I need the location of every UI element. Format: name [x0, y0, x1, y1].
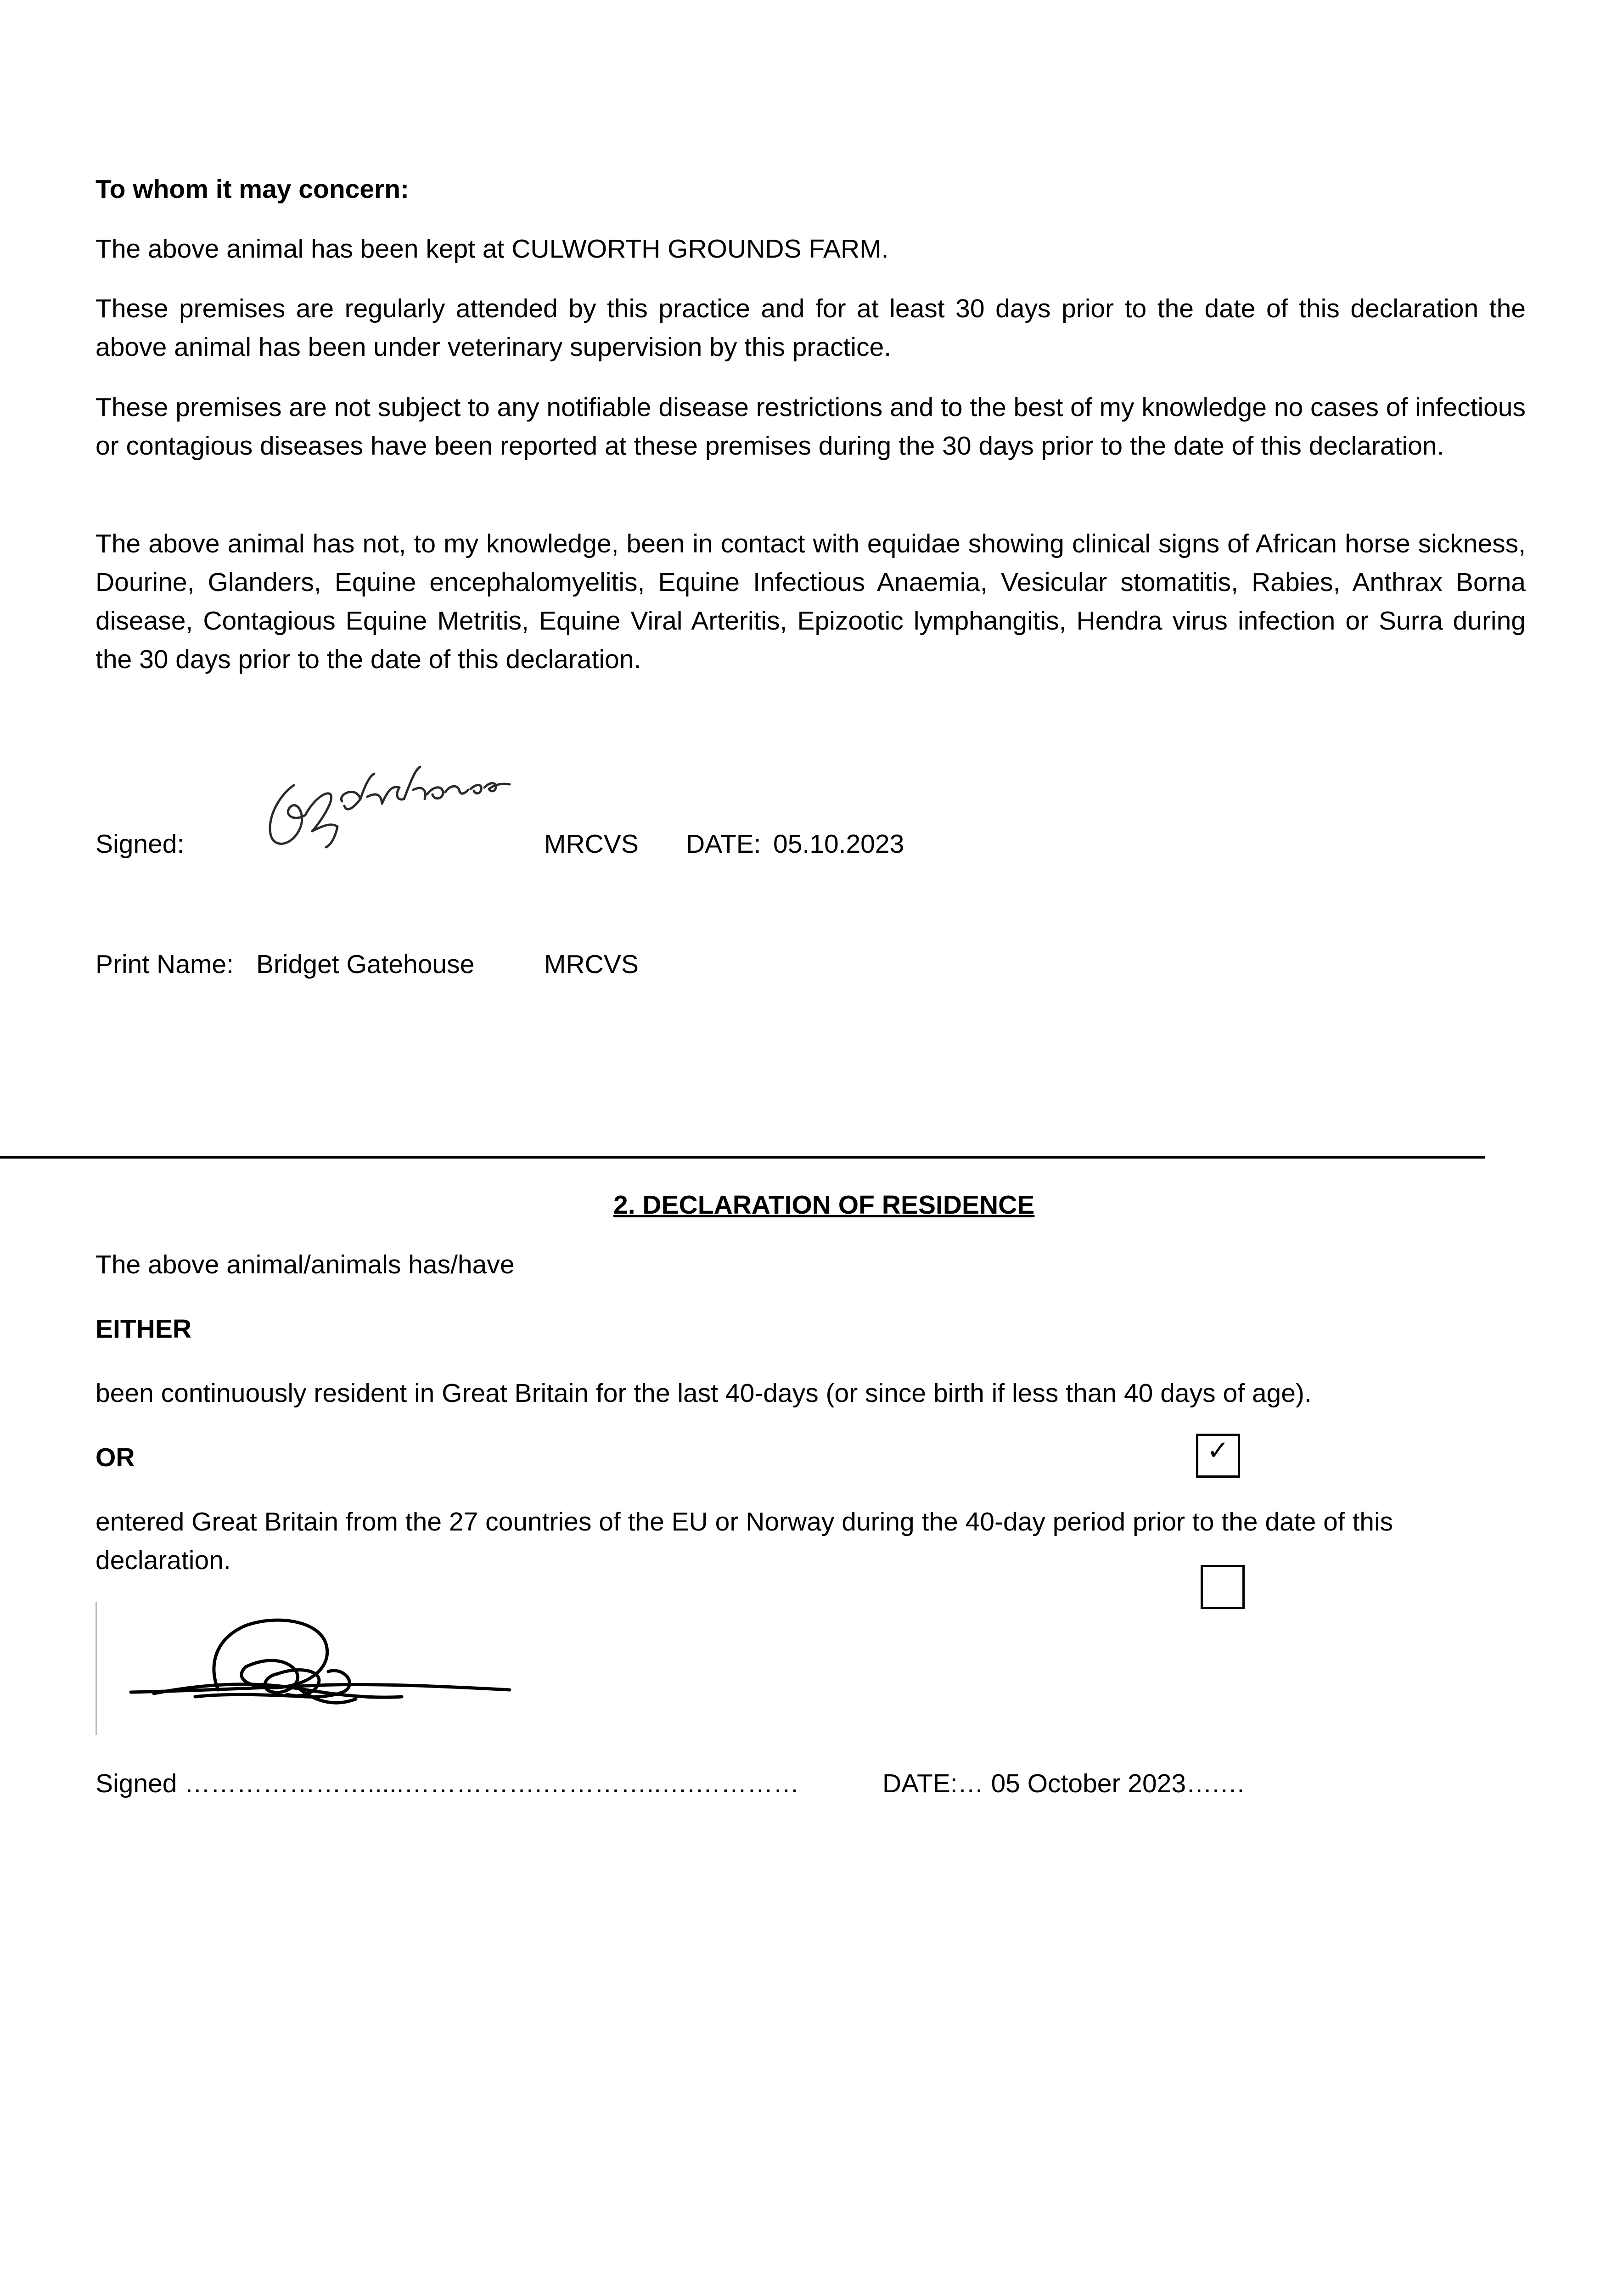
paragraph-disease-contact: The above animal has not, to my knowledge, been in contact with equidae showing clinical signs of African horse sickness, Dourine, Glanders, Equine encephalomyelitis, Equine Infectious Anaemia, Vesicular stomatitis, Rabies, Anthrax Borna disease, Contagious Equine Metritis, Equine Viral Arteritis, Epizootic lymphangitis, Hendra virus infection or Surra during the 30 days prior to the date of this declaration.	[95, 529, 1526, 674]
owner-signed-line: Signed ………………….....…………….…………..….…………	[95, 1769, 799, 1798]
option-entered-checkbox[interactable]	[1201, 1565, 1245, 1609]
paragraph-supervision: These premises are regularly attended by this practice and for at least 30 days prior to the date of this declaration the above animal has been under veterinary supervision by this practice.	[95, 294, 1526, 362]
mrcvs-label-signed: MRCVS	[544, 829, 639, 859]
either-label: EITHER	[95, 1314, 192, 1344]
paragraph-no-restrictions: These premises are not subject to any notifiable disease restrictions and to the best of my knowledge no cases of infectious or contagious diseases have been reported at these premises during the 30 days prior to the date of this declaration.	[95, 393, 1526, 461]
residence-intro: The above animal/animals has/have	[95, 1250, 515, 1279]
signature-margin-line	[95, 1602, 97, 1735]
section-heading: 2. DECLARATION OF RESIDENCE	[613, 1190, 1035, 1220]
paragraph-premises: The above animal has been kept at CULWORTH GROUNDS FARM.	[95, 234, 889, 264]
print-name-value: Bridget Gatehouse	[256, 950, 475, 979]
salutation: To whom it may concern:	[95, 174, 410, 204]
option-resident-checkbox[interactable]	[1196, 1434, 1240, 1478]
owner-signature-image	[126, 1612, 517, 1731]
option-entered-text: entered Great Britain from the 27 countries of the EU or Norway during the 40-day period prior to the date of this declaration.	[95, 1507, 1393, 1575]
mrcvs-label-print: MRCVS	[544, 950, 639, 979]
option-resident-text: been continuously resident in Great Britain for the last 40-days (or since birth if less than 40 days of age).	[95, 1379, 1312, 1408]
date-label: DATE:	[686, 829, 761, 859]
date-value: 05.10.2023	[773, 829, 904, 859]
print-name-label: Print Name:	[95, 950, 234, 979]
vet-signature-image	[262, 758, 546, 859]
or-label: OR	[95, 1443, 135, 1472]
check-mark-icon: ✓	[1207, 1435, 1230, 1466]
signed-label: Signed:	[95, 829, 185, 859]
section-divider	[0, 1156, 1485, 1159]
owner-date-line: DATE:… 05 October 2023….…	[882, 1769, 1246, 1798]
